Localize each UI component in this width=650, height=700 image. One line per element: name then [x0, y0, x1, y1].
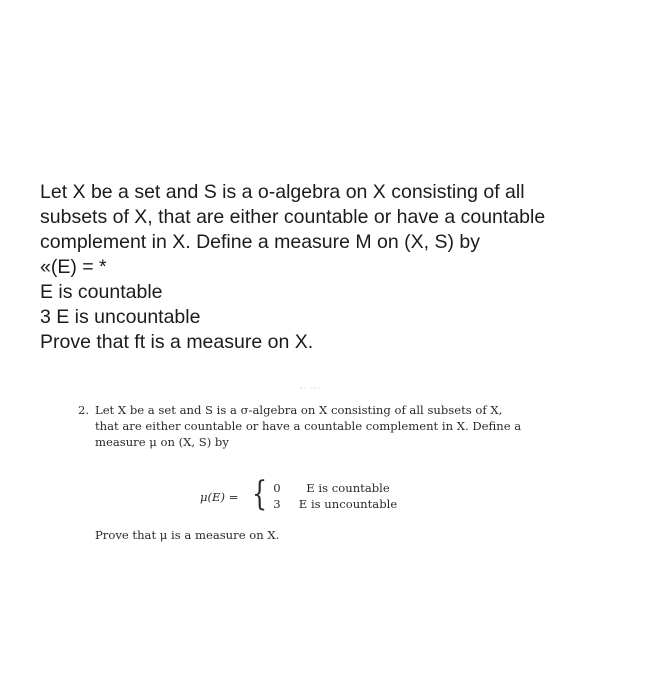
problem-conclusion: Prove that μ is a measure on X. — [95, 528, 280, 542]
case-value: 3 — [273, 497, 281, 511]
ocr-line: «(E) = * — [40, 256, 107, 278]
problem-line: measure μ on (X, S) by — [95, 435, 229, 449]
problem-text: Let X be a set and S is a σ-algebra on X consisting of all subsets of X, — [95, 403, 503, 417]
ocr-line: E is countable — [40, 281, 163, 303]
ocr-text-block — [40, 180, 620, 355]
problem-line: that are either countable or have a countable complement in X. Define a — [95, 419, 522, 433]
problem-number: 2. — [78, 403, 90, 417]
problem-statement — [78, 402, 548, 450]
case-condition: E is uncountable — [298, 497, 398, 511]
ocr-line: Let X be a set and S is a o-algebra on X consisting of all — [40, 181, 525, 203]
ocr-line: Prove that ft is a measure on X. — [40, 331, 314, 353]
ocr-line: 3 E is uncountable — [40, 306, 201, 328]
equation-lhs: μ(E) = — [200, 490, 239, 504]
case-condition: E is countable — [306, 481, 390, 495]
problem-line — [78, 402, 548, 418]
ocr-line: complement in X. Define a measure M on (X, S) by — [40, 231, 481, 253]
separator-dots: ·· ··· — [300, 384, 322, 393]
case-value: 0 — [273, 481, 281, 495]
left-brace: { — [252, 474, 268, 514]
equation-case — [266, 481, 408, 495]
equation-case — [266, 497, 408, 511]
ocr-line: subsets of X, that are either countable or have a countable — [40, 206, 546, 228]
